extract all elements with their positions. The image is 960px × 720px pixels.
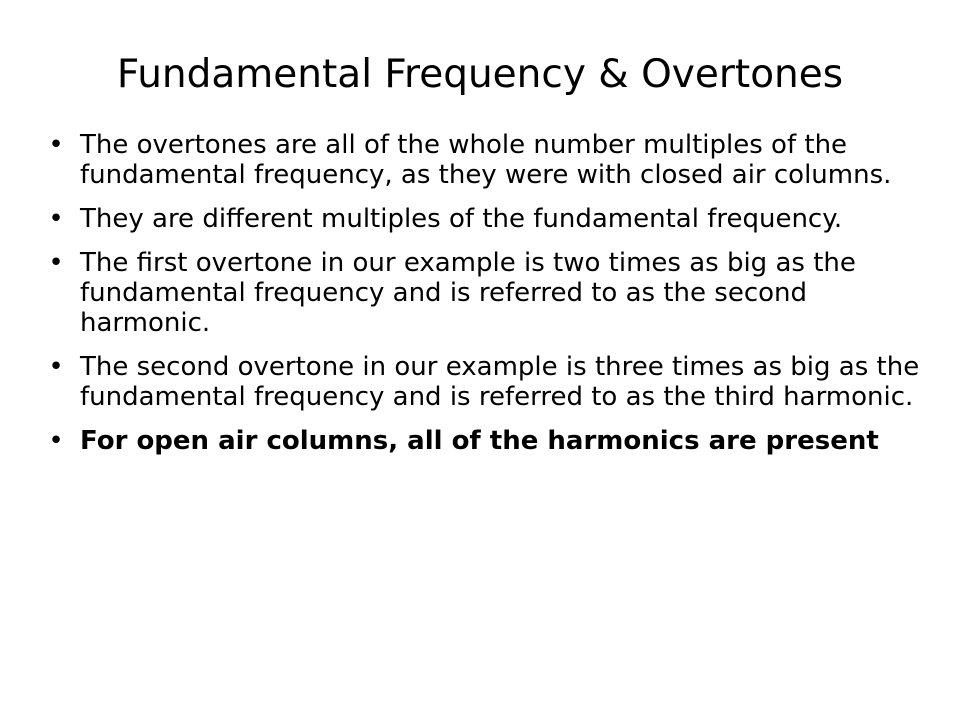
slide-title: Fundamental Frequency & Overtones bbox=[116, 52, 844, 97]
bullet-text: For open air columns, all of the harmonics are present bbox=[80, 426, 879, 456]
bullet-icon: • bbox=[48, 426, 64, 456]
bullet-text: The first overtone in our example is two times as big as the fundamental frequency and is referred to as the second harmonic. bbox=[80, 248, 856, 338]
bullet-list bbox=[46, 130, 926, 470]
bullet-item bbox=[46, 352, 926, 412]
bullet-icon: • bbox=[48, 248, 64, 278]
bullet-text: They are different multiples of the fundamental frequency. bbox=[80, 204, 843, 234]
bullet-item bbox=[46, 130, 926, 190]
bullet-item-emphasized bbox=[46, 426, 926, 456]
bullet-icon: • bbox=[48, 204, 64, 234]
bullet-icon: • bbox=[48, 352, 64, 382]
bullet-text: The overtones are all of the whole number multiples of the fundamental frequency, as they were with closed air columns. bbox=[80, 130, 892, 190]
bullet-item bbox=[46, 248, 926, 338]
bullet-text: The second overtone in our example is three times as big as the fundamental frequency and is referred to as the third harmonic. bbox=[80, 352, 920, 412]
bullet-icon: • bbox=[48, 130, 64, 160]
bullet-item bbox=[46, 204, 926, 234]
